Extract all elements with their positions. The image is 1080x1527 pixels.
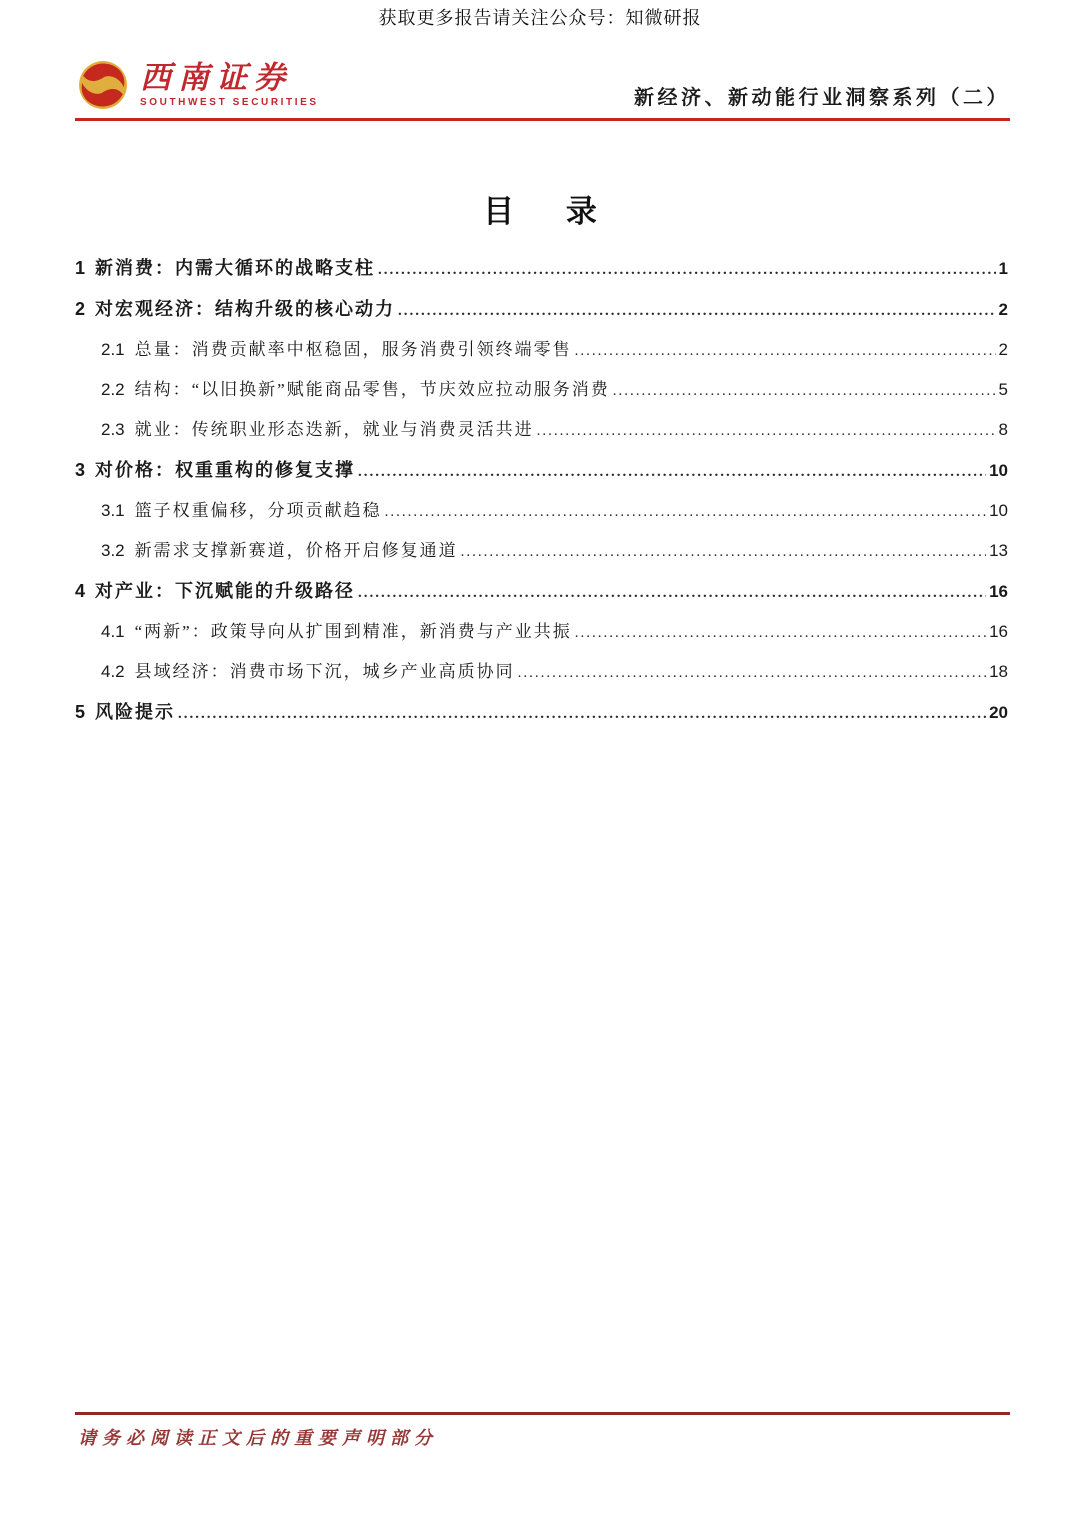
toc-page-number: 13 — [989, 541, 1008, 560]
series-title: 新经济、新动能行业洞察系列（二） — [634, 87, 1010, 109]
dot-leader — [398, 296, 996, 324]
toc-entry-2-2[interactable] — [75, 377, 1008, 404]
toc-entry-4-1[interactable] — [75, 619, 1008, 646]
toc-page-number: 8 — [998, 420, 1008, 439]
toc-entry-2[interactable] — [75, 296, 1008, 324]
toc-entry-number: 1 — [75, 258, 86, 278]
brand-name-cn: 西南证券 — [140, 60, 292, 95]
dot-leader — [378, 255, 996, 283]
toc-entry-title: 风险提示 — [95, 702, 176, 722]
toc-entry-number: 3.2 — [101, 541, 125, 560]
top-notice: 获取更多报告请关注公众号：知微研报 — [378, 8, 702, 28]
toc-entry-4[interactable] — [75, 578, 1008, 606]
toc-entry-number: 4 — [75, 581, 86, 601]
toc-page-number: 10 — [989, 501, 1008, 520]
toc-entry-3[interactable] — [75, 457, 1008, 485]
toc-entry-number: 5 — [75, 702, 86, 722]
toc-page-number: 16 — [989, 582, 1008, 601]
dot-leader — [518, 659, 986, 686]
toc-entry-title: 新需求支撑新赛道，价格开启修复通道 — [134, 541, 458, 560]
toc-entry-number: 2 — [75, 299, 86, 319]
toc-entry-number: 4.2 — [101, 662, 125, 681]
brand — [78, 60, 319, 110]
southwest-securities-logo-icon — [78, 60, 128, 110]
brand-text — [140, 62, 319, 108]
toc-entry-title: 对产业：下沉赋能的升级路径 — [95, 581, 356, 601]
toc-entry-number: 2.1 — [101, 340, 125, 359]
toc-entry-number: 3 — [75, 460, 86, 480]
toc-entry-number: 2.2 — [101, 380, 125, 399]
toc-entry-3-1[interactable] — [75, 498, 1008, 525]
toc-entry-number: 4.1 — [101, 622, 125, 641]
toc-entry-title: 县域经济：消费市场下沉，城乡产业高质协同 — [134, 662, 515, 681]
dot-leader — [613, 377, 996, 404]
toc-entry-title: 新消费：内需大循环的战略支柱 — [95, 258, 376, 278]
toc-entry-2-1[interactable] — [75, 337, 1008, 364]
toc-entry-4-2[interactable] — [75, 659, 1008, 686]
header-divider — [75, 118, 1010, 121]
dot-leader — [358, 578, 986, 606]
toc-page-number: 2 — [998, 340, 1008, 359]
dot-leader — [358, 457, 986, 485]
dot-leader — [178, 699, 986, 727]
toc-entry-title: 总量：消费贡献率中枢稳固，服务消费引领终端零售 — [134, 340, 572, 359]
toc-entry-title: 结构：“以旧换新”赋能商品零售，节庆效应拉动服务消费 — [134, 380, 610, 399]
toc-list — [75, 250, 1008, 740]
dot-leader — [461, 538, 986, 565]
dot-leader — [385, 498, 986, 525]
dot-leader — [575, 337, 996, 364]
toc-entry-number: 3.1 — [101, 501, 125, 520]
toc-entry-title: 对宏观经济：结构升级的核心动力 — [95, 299, 396, 319]
toc-entry-1[interactable] — [75, 255, 1008, 283]
toc-entry-5[interactable] — [75, 699, 1008, 727]
toc-entry-title: “两新”：政策导向从扩围到精准，新消费与产业共振 — [134, 622, 572, 641]
toc-entry-2-3[interactable] — [75, 417, 1008, 444]
toc-title: 目 录 — [483, 194, 619, 229]
toc-page-number: 18 — [989, 662, 1008, 681]
toc-page-number: 10 — [989, 461, 1008, 480]
toc-page-number: 20 — [989, 703, 1008, 722]
header — [78, 58, 1010, 116]
toc-entry-title: 篮子权重偏移，分项贡献趋稳 — [134, 501, 382, 520]
toc-entry-title: 就业：传统职业形态迭新，就业与消费灵活共进 — [134, 420, 534, 439]
toc-page-number: 16 — [989, 622, 1008, 641]
toc-page-number: 5 — [998, 380, 1008, 399]
toc-entry-number: 2.3 — [101, 420, 125, 439]
toc-page-number: 2 — [998, 300, 1008, 319]
dot-leader — [575, 619, 986, 646]
dot-leader — [537, 417, 996, 444]
footer-disclaimer: 请务必阅读正文后的重要声明部分 — [78, 1428, 438, 1448]
toc-entry-title: 对价格：权重重构的修复支撑 — [95, 460, 356, 480]
toc-page-number: 1 — [998, 259, 1008, 278]
toc-entry-3-2[interactable] — [75, 538, 1008, 565]
footer-divider — [75, 1412, 1010, 1415]
brand-name-en: SOUTHWEST SECURITIES — [140, 97, 319, 108]
